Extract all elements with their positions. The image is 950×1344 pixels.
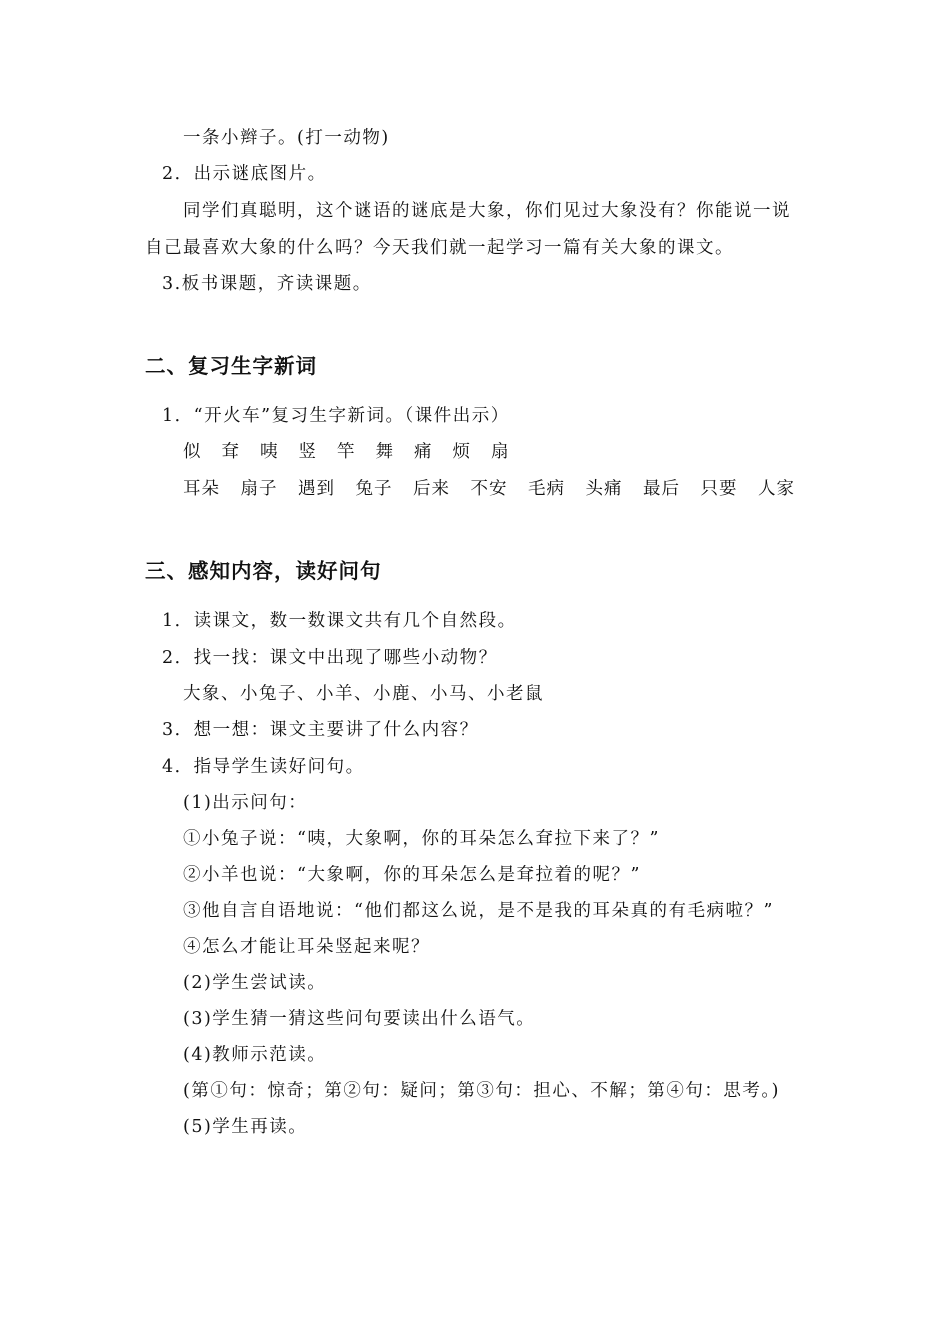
character-item: 舞 [375, 442, 393, 462]
step-2-paragraph-line-1: 同学们真聪明，这个谜语的谜底是大象，你们见过大象没有？你能说一说 [183, 201, 791, 221]
word-item: 头痛 [585, 479, 623, 499]
word-item: 兔子 [355, 479, 393, 499]
riddle-tail: 一条小辫子。(打一动物) [183, 128, 390, 148]
section-3-item-4: 4．指导学生读好问句。 [162, 757, 365, 777]
section-3-item-1: 1．读课文，数一数课文共有几个自然段。 [162, 611, 517, 631]
section-2-item-1: 1．“开火车”复习生字新词。（课件出示） [162, 406, 510, 426]
section-3-item-2: 2．找一找：课文中出现了哪些小动物？ [162, 648, 498, 668]
tone-notes: (第①句：惊奇；第②句：疑问；第③句：担心、不解；第④句：思考。) [183, 1081, 780, 1101]
question-3: ③他自言自语地说：“他们都这么说，是不是我的耳朵真的有毛病啦？” [183, 901, 774, 921]
animal-list: 大象、小兔子、小羊、小鹿、小马、小老鼠 [183, 684, 544, 704]
question-2: ②小羊也说：“大象啊，你的耳朵怎么是耷拉着的呢？” [183, 865, 641, 885]
section-2-heading: 二、复习生字新词 [145, 354, 317, 378]
word-item: 毛病 [528, 479, 565, 499]
character-item: 竖 [298, 442, 316, 462]
question-1: ①小兔子说：“咦，大象啊，你的耳朵怎么耷拉下来了？” [183, 829, 660, 849]
character-list [183, 440, 530, 464]
step-3: 3.板书课题，齐读课题。 [162, 274, 372, 294]
sub-step-4: (4)教师示范读。 [183, 1045, 327, 1065]
word-item: 耳朵 [183, 479, 220, 499]
word-item: 扇子 [240, 479, 278, 499]
word-item: 人家 [758, 479, 795, 499]
word-item: 遇到 [298, 479, 335, 499]
character-item: 烦 [452, 442, 470, 462]
word-item: 最后 [643, 479, 680, 499]
character-item: 咦 [260, 442, 278, 462]
character-item: 耷 [221, 442, 239, 462]
word-item: 不安 [470, 479, 508, 499]
character-item: 竿 [337, 442, 355, 462]
step-2: 2．出示谜底图片。 [162, 164, 327, 184]
character-item: 扇 [491, 442, 509, 462]
word-item: 只要 [700, 479, 738, 499]
word-item: 后来 [413, 479, 450, 499]
character-item: 似 [183, 442, 201, 462]
sub-step-3: (3)学生猜一猜这些问句要读出什么语气。 [183, 1009, 536, 1029]
sub-step-2: (2)学生尝试读。 [183, 973, 327, 993]
step-2-paragraph-line-2: 自己最喜欢大象的什么吗？今天我们就一起学习一篇有关大象的课文。 [145, 238, 734, 258]
word-list [183, 477, 816, 501]
sub-step-1: (1)出示问句： [183, 793, 308, 813]
question-4: ④怎么才能让耳朵竖起来呢？ [183, 937, 430, 957]
character-item: 痛 [414, 442, 432, 462]
sub-step-5: (5)学生再读。 [183, 1117, 308, 1137]
section-3-item-3: 3．想一想：课文主要讲了什么内容？ [162, 720, 479, 740]
section-3-heading: 三、感知内容，读好问句 [145, 559, 382, 583]
